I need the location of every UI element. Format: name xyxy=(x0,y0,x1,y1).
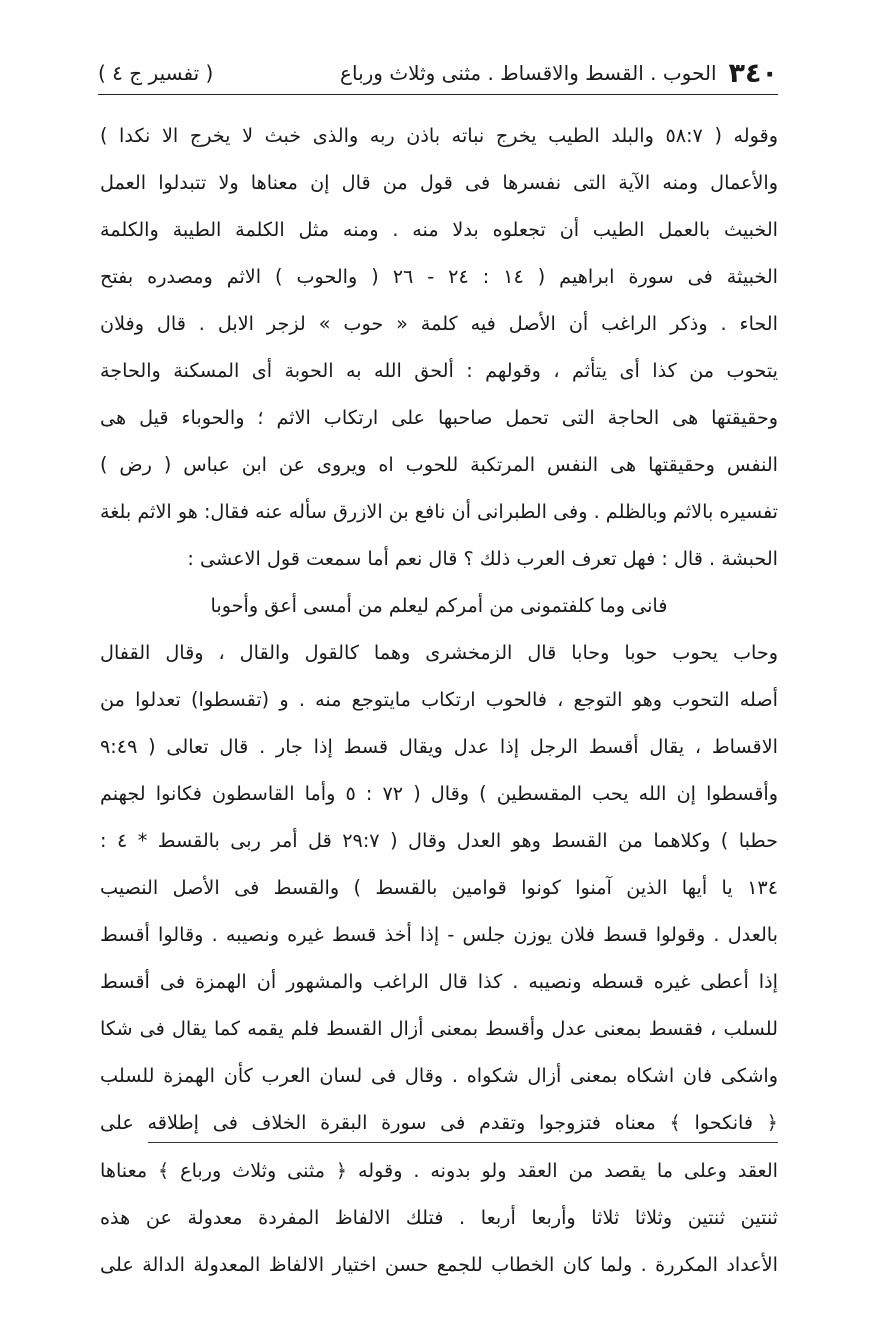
text-line: تفسيره بالاثم وبالظلم . وفى الطبرانى أن نافع بن الازرق سأله عنه فقال: هو الاثم بلغة xyxy=(100,500,778,523)
running-header xyxy=(98,56,778,90)
verse-line: فانى وما كلفتمونى من أمركم ليعلم من أمسى أعق وأحوبا xyxy=(210,594,668,617)
text-line: أصله التحوب وهو التوجع ، فالحوب ارتكاب مايتوجع منه . و (تقسطوا) تعدلوا من xyxy=(100,688,778,711)
text-line: يتحوب من كذا أى يتأثم ، وقولهم : ألحق الله به الحوبة أى المسكنة والحاجة xyxy=(100,359,778,382)
header-title: الحوب . القسط والاقساط . مثنى وثلاث ورباع xyxy=(340,61,717,85)
text-line: والأعمال ومنه الآية التى نفسرها فى قول من قال إن معناها ولا تتبدلوا العمل xyxy=(100,171,778,194)
text-line: بالعدل . وقولوا قسط فلان يوزن جلس - إذا أخذ قسط غيره ونصيبه . وقالوا أقسط xyxy=(100,923,778,946)
text-line: النفس وحقيقتها هى النفس المرتكبة للحوب اه ويروى عن ابن عباس ( رض ) xyxy=(100,453,778,476)
text-line: الحبشة . قال : فهل تعرف العرب ذلك ؟ قال نعم أما سمعت قول الاعشى : xyxy=(187,547,778,570)
header-volume: ( تفسير ج ٤ ) xyxy=(98,61,214,85)
page-number: ٣٤٠ xyxy=(728,57,778,89)
text-line: الخبيث بالعمل الطيب أن تجعلوه بدلا منه . ومنه مثل الكلمة الطيبة والكلمة xyxy=(100,218,778,241)
text-line: ١٣٤ يا أيها الذين آمنوا كونوا قوامين بالقسط ) والقسط فى الأصل النصيب xyxy=(100,876,778,899)
text-line: الخبيثة فى سورة ابراهيم ( ١٤ : ٢٤ - ٢٦ ( والحوب ) الاثم ومصدره بفتح xyxy=(100,265,778,288)
text-line: ﴿ فانكحوا ﴾ معناه فتزوجوا وتقدم فى سورة البقرة الخلاف فى إطلاقه على xyxy=(100,1111,778,1134)
text-line: للسلب ، فقسط بمعنى عدل وأقسط بمعنى أزال القسط فلم يقمه كما يقال فى شكا xyxy=(100,1017,778,1040)
text-line: واشكى فان اشكاه بمعنى أزال شكواه . وقال فى لسان العرب كأن الهمزة للسلب xyxy=(100,1064,778,1087)
body-text xyxy=(100,112,778,1288)
text-line: وحاب يحوب حوبا وحابا قال الزمخشرى وهما كالقول والقال ، وقال القفال xyxy=(100,641,778,664)
text-line: الحاء . وذكر الراغب أن الأصل فيه كلمة « حوب » لزجر الابل . قال وفلان xyxy=(100,312,778,335)
text-line: إذا أعطى غيره قسطه ونصيبه . كذا قال الراغب والمشهور أن الهمزة فى أقسط xyxy=(100,970,778,993)
text-line: العقد وعلى ما يقصد من العقد ولو بدونه . وقوله ﴿ مثنى وثلاث ورباع ﴾ معناها xyxy=(100,1159,778,1182)
text-line: الأعداد المكررة . ولما كان الخطاب للجمع حسن اختيار الالفاظ المعدولة الدالة على xyxy=(100,1253,778,1276)
text-line: وأقسطوا إن الله يحب المقسطين ) وقال ( ٧٢ : ٥ وأما القاسطون فكانوا لجهنم xyxy=(100,782,778,805)
text-line: الاقساط ، يقال أقسط الرجل إذا عدل ويقال قسط إذا جار . قال تعالى ( ٩:٤٩ xyxy=(100,735,778,758)
header-rule xyxy=(98,94,778,95)
text-line: وحقيقتها هى الحاجة التى تحمل صاحبها على ارتكاب الاثم ؛ والحوباء قيل هى xyxy=(100,406,778,429)
text-line: وقوله ( ٥٨:٧ والبلد الطيب يخرج نباته باذن ربه والذى خبث لا يخرج الا نكدا ) xyxy=(100,124,778,147)
text-line: حطبا ) وكلاهما من القسط وهو العدل وقال ( ٢٩:٧ قل أمر ربى بالقسط * ٤ : xyxy=(100,829,778,852)
text-line: ثنتين ثنتين وثلاثا ثلاثا وأربعا أربعا . فتلك الالفاظ المفردة معدولة عن هذه xyxy=(100,1206,778,1229)
